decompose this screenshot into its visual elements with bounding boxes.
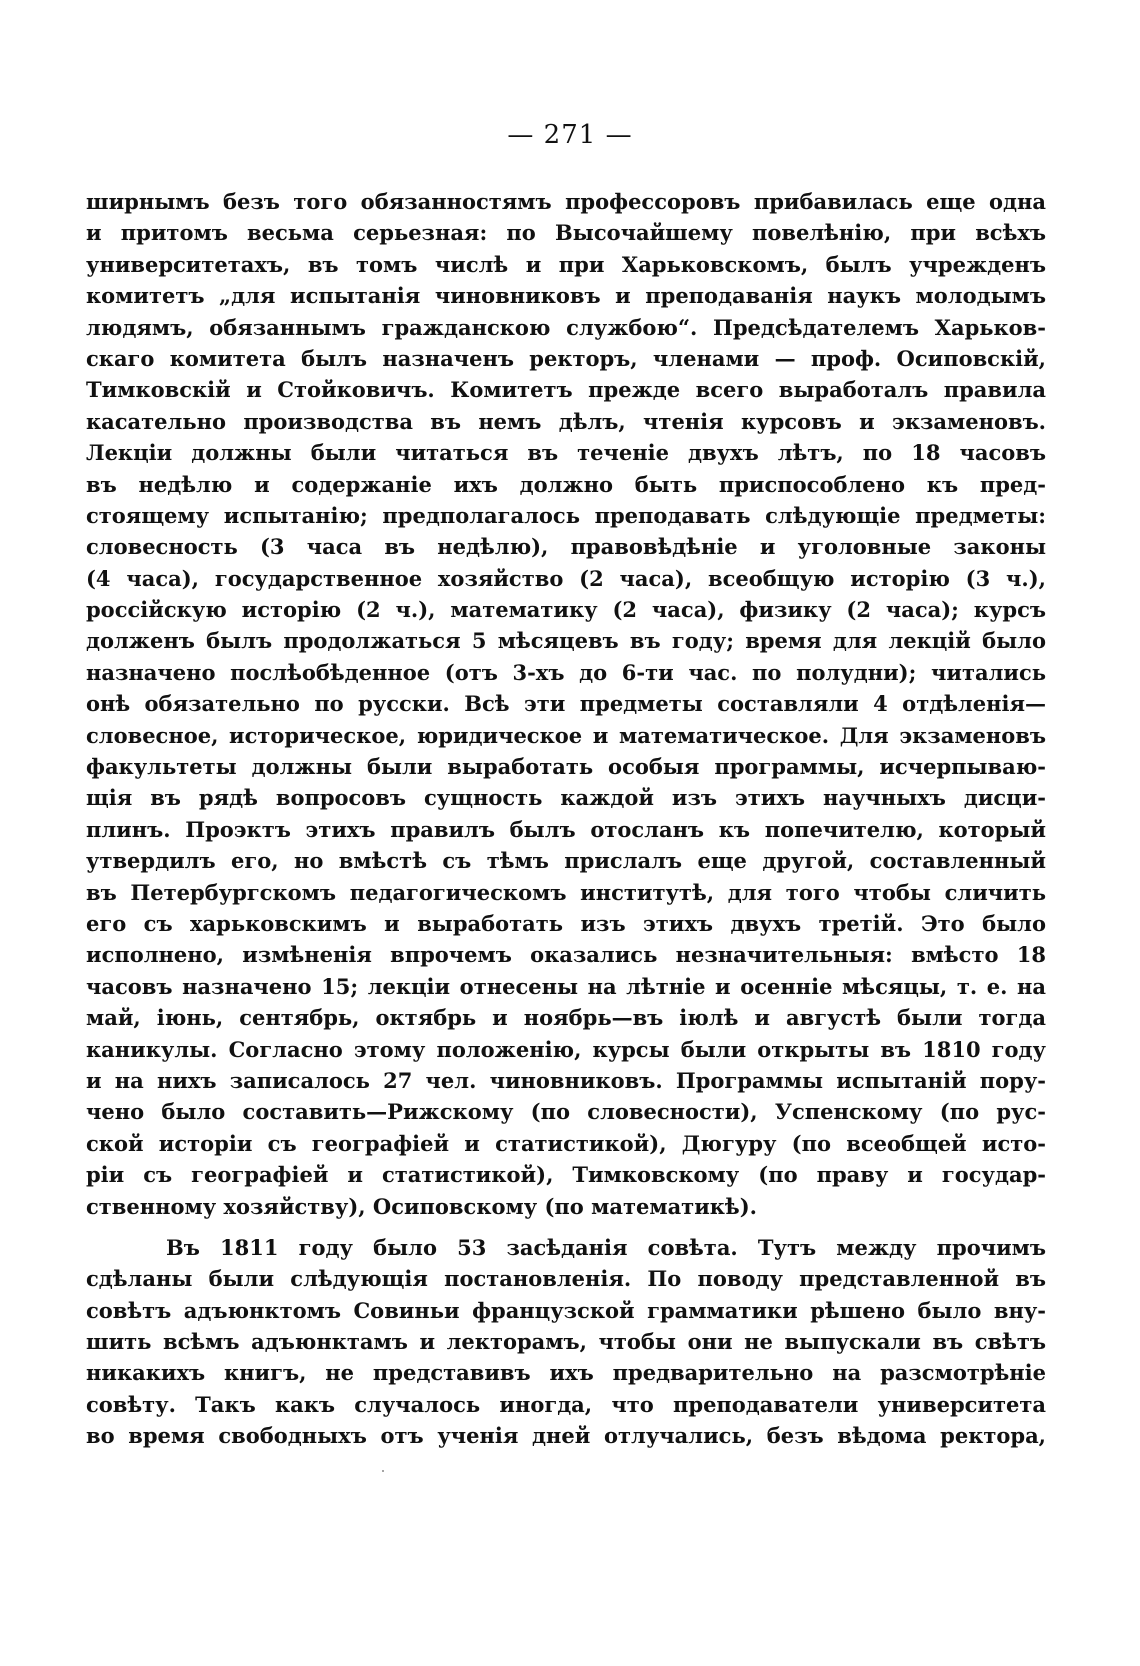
text-line: во время свободныхъ отъ ученія дней отлучались, безъ вѣдома ректора, [86,1423,1046,1449]
text-line: май, іюнь, сентябрь, октябрь и ноябрь—въ іюлѣ и августѣ были тогда [86,1005,1046,1031]
text-line: ріи съ географіей и статистикой), Тимковскому (по праву и государ- [86,1162,1046,1188]
paragraph-gap [86,1222,1046,1232]
text-line: щія въ рядѣ вопросовъ сущность каждой изъ этихъ научныхъ дисци- [86,785,1046,811]
body-text [86,186,1046,1452]
text-line: стоящему испытанію; предполагалось преподавать слѣдующіе предметы: [86,502,1046,528]
page-number: — 271 — [507,120,633,150]
text-line: Тимковскій и Стойковичъ. Комитетъ прежде всего выработалъ правила [86,377,1046,403]
text-line: исполнено, измѣненія впрочемъ оказались незначительныя: вмѣсто 18 [86,942,1046,968]
text-line: чено было составить—Рижскому (по словесности), Успенскому (по рус- [86,1099,1046,1125]
text-line: совѣтъ адъюнктомъ Совиньи французской грамматики рѣшено было вну- [86,1297,1046,1323]
text-line: ской исторіи съ географіей и статистикой), Дюгуру (по всеобщей исто- [86,1130,1046,1156]
text-line: и на нихъ записалось 27 чел. чиновниковъ. Программы испытаній пору- [86,1067,1046,1093]
text-line: Лекціи должны были читаться въ теченіе двухъ лѣтъ, по 18 часовъ [86,440,1046,466]
text-line: россійскую исторію (2 ч.), математику (2 часа), физику (2 часа); курсъ [86,597,1046,623]
text-line: часовъ назначено 15; лекціи отнесены на лѣтніе и осенніе мѣсяцы, т. е. на [86,973,1046,999]
text-line: назначено послѣобѣденное (отъ 3-хъ до 6-ти час. по полудни); читались [86,659,1046,685]
text-line: ширнымъ безъ того обязанностямъ профессоровъ прибавилась еще одна [86,189,1046,214]
text-line: комитетъ „для испытанія чиновниковъ и преподаванія наукъ молодымъ [86,283,1046,309]
text-line: университетахъ, въ томъ числѣ и при Харьковскомъ, былъ учрежденъ [86,251,1046,277]
text-line: каникулы. Согласно этому положенію, курсы были открыты въ 1810 году [86,1036,1046,1062]
text-line: сдѣланы были слѣдующія постановленія. По поводу представленной въ [86,1266,1046,1292]
text-line: факультеты должны были выработать особыя программы, исчерпываю- [86,754,1046,780]
text-line: плинъ. Проэктъ этихъ правилъ былъ отосланъ къ попечителю, который [86,816,1046,842]
text-line: въ Петербургскомъ педагогическомъ институтѣ, для того чтобы сличить [86,879,1046,905]
paragraph-2 [86,1232,1046,1452]
text-line: (4 часа), государственное хозяйство (2 часа), всеобщую исторію (3 ч.), [86,565,1046,591]
text-line: людямъ, обязаннымъ гражданскою службою“. Предсѣдателемъ Харьков- [86,314,1046,340]
text-line: шить всѣмъ адъюнктамъ и лекторамъ, чтобы они не выпускали въ свѣтъ [86,1329,1046,1355]
text-line: касательно производства въ немъ дѣлъ, чтенія курсовъ и экзаменовъ. [86,408,1046,434]
print-speck [382,1470,384,1472]
text-line: Въ 1811 году было 53 засѣданія совѣта. Тутъ между прочимъ [166,1234,1046,1260]
paragraph-1 [86,186,1046,1222]
text-line: въ недѣлю и содержаніе ихъ должно быть приспособлено къ пред- [86,471,1046,497]
text-line: и притомъ весьма серьезная: по Высочайшему повелѣнію, при всѣхъ [86,220,1046,246]
text-line: совѣту. Такъ какъ случалось иногда, что преподаватели университета [86,1391,1046,1417]
text-line: его съ харьковскимъ и выработать изъ этихъ двухъ третій. Это было [86,910,1046,936]
text-line: долженъ былъ продолжаться 5 мѣсяцевъ въ году; время для лекцій было [86,628,1046,654]
text-line: онѣ обязательно по русски. Всѣ эти предметы составляли 4 отдѣленія— [86,691,1046,717]
text-line: никакихъ книгъ, не представивъ ихъ предварительно на разсмотрѣніе [86,1360,1046,1386]
text-line: словесность (3 часа въ недѣлю), правовѣдѣніе и уголовные законы [86,534,1046,560]
text-line: скаго комитета былъ назначенъ ректоръ, членами — проф. Осиповскій, [86,345,1046,371]
text-line: утвердилъ его, но вмѣстѣ съ тѣмъ прислалъ еще другой, составленный [86,848,1046,874]
text-line: ственному хозяйству), Осиповскому (по математикѣ). [86,1193,757,1219]
text-line: словесное, историческое, юридическое и математическое. Для экзаменовъ [86,722,1046,748]
